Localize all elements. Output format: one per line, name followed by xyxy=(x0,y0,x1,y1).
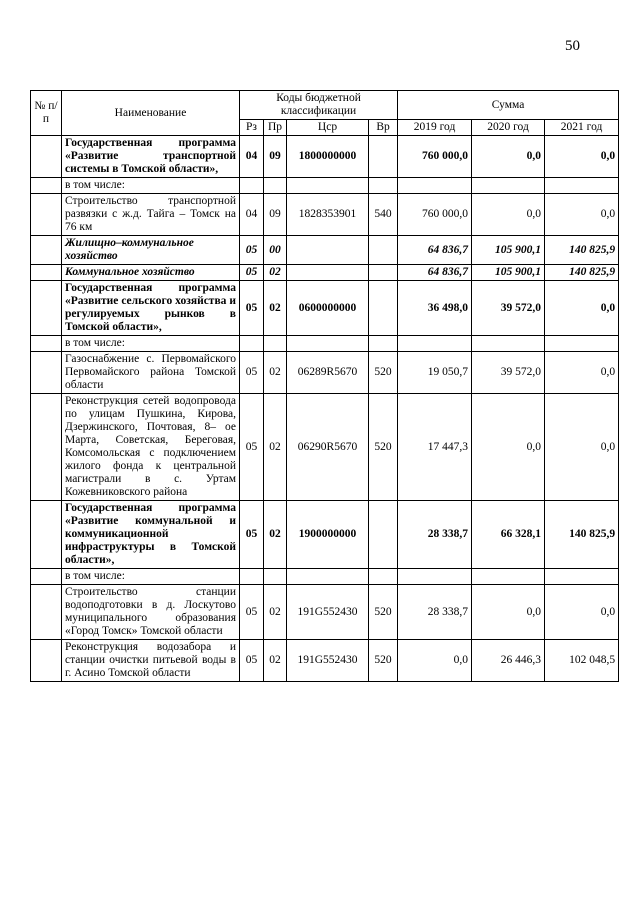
cell-y2021: 0,0 xyxy=(545,352,619,394)
cell-name: Государственная программа «Развитие коммунальной и коммуникационной инфраструктуры в Томской области», xyxy=(62,501,240,569)
cell-y2020: 0,0 xyxy=(472,194,545,236)
cell-name: Строительство транспортной развязки с ж.д. Тайга – Томск на 76 км xyxy=(62,194,240,236)
cell-name: в том числе: xyxy=(62,336,240,352)
header-pr: Пр xyxy=(264,120,287,136)
cell-y2021 xyxy=(545,178,619,194)
cell-name: Коммунальное хозяйство xyxy=(62,265,240,281)
cell-csr: 1800000000 xyxy=(287,136,369,178)
cell-csr: 06289R5670 xyxy=(287,352,369,394)
cell-rz: 05 xyxy=(240,585,264,640)
cell-y2019: 760 000,0 xyxy=(398,136,472,178)
cell-y2021: 0,0 xyxy=(545,281,619,336)
table-row xyxy=(31,281,619,336)
budget-table xyxy=(30,90,619,682)
header-rz: Рз xyxy=(240,120,264,136)
cell-num xyxy=(31,501,62,569)
header-codes: Коды бюджетной классификации xyxy=(240,91,398,120)
cell-rz: 04 xyxy=(240,194,264,236)
cell-y2019: 64 836,7 xyxy=(398,236,472,265)
cell-num xyxy=(31,178,62,194)
cell-name: Государственная программа «Развитие транспортной системы в Томской области», xyxy=(62,136,240,178)
cell-y2021: 140 825,9 xyxy=(545,236,619,265)
cell-y2021: 0,0 xyxy=(545,394,619,501)
cell-y2019 xyxy=(398,336,472,352)
cell-rz: 05 xyxy=(240,501,264,569)
cell-pr xyxy=(264,336,287,352)
cell-y2019: 0,0 xyxy=(398,640,472,682)
cell-name: Строительство станции водоподготовки в д. Лоскутово муниципального образования «Город Томск» Томской области xyxy=(62,585,240,640)
cell-pr: 02 xyxy=(264,640,287,682)
cell-csr: 1900000000 xyxy=(287,501,369,569)
cell-name: Реконструкция сетей водопровода по улицам Пушкина, Кирова, Дзержинского, Почтовая, 8– ое Марта, Советская, Береговая, Комсомольская с подключением жилого фонда к центральной магистрали в с. Уртам Кожевниковского района xyxy=(62,394,240,501)
cell-csr xyxy=(287,236,369,265)
table-row xyxy=(31,640,619,682)
cell-csr: 191G552430 xyxy=(287,640,369,682)
cell-y2020 xyxy=(472,178,545,194)
cell-num xyxy=(31,352,62,394)
cell-csr xyxy=(287,265,369,281)
cell-vr xyxy=(369,336,398,352)
cell-y2020: 105 900,1 xyxy=(472,265,545,281)
cell-rz xyxy=(240,336,264,352)
cell-pr xyxy=(264,569,287,585)
cell-csr: 06290R5670 xyxy=(287,394,369,501)
cell-y2019: 28 338,7 xyxy=(398,585,472,640)
cell-pr: 09 xyxy=(264,194,287,236)
cell-y2021: 0,0 xyxy=(545,585,619,640)
cell-y2019 xyxy=(398,569,472,585)
cell-y2019: 760 000,0 xyxy=(398,194,472,236)
cell-csr: 0600000000 xyxy=(287,281,369,336)
cell-num xyxy=(31,236,62,265)
cell-vr xyxy=(369,178,398,194)
cell-num xyxy=(31,640,62,682)
table-row xyxy=(31,501,619,569)
cell-rz: 05 xyxy=(240,265,264,281)
table-row xyxy=(31,136,619,178)
cell-y2021: 0,0 xyxy=(545,136,619,178)
header-2020: 2020 год xyxy=(472,120,545,136)
table-row xyxy=(31,178,619,194)
cell-pr: 02 xyxy=(264,501,287,569)
header-2021: 2021 год xyxy=(545,120,619,136)
cell-y2021: 102 048,5 xyxy=(545,640,619,682)
cell-name: Газоснабжение с. Первомайского Первомайского района Томской области xyxy=(62,352,240,394)
cell-csr xyxy=(287,178,369,194)
cell-y2021 xyxy=(545,569,619,585)
cell-vr xyxy=(369,265,398,281)
cell-y2019: 36 498,0 xyxy=(398,281,472,336)
table-row xyxy=(31,569,619,585)
cell-num xyxy=(31,281,62,336)
cell-y2020 xyxy=(472,336,545,352)
cell-vr xyxy=(369,236,398,265)
cell-y2019: 64 836,7 xyxy=(398,265,472,281)
cell-csr: 1828353901 xyxy=(287,194,369,236)
table-row xyxy=(31,265,619,281)
cell-pr: 02 xyxy=(264,281,287,336)
cell-vr: 520 xyxy=(369,640,398,682)
cell-rz: 05 xyxy=(240,352,264,394)
cell-y2021: 140 825,9 xyxy=(545,265,619,281)
cell-num xyxy=(31,136,62,178)
cell-vr: 540 xyxy=(369,194,398,236)
cell-name: Государственная программа «Развитие сельского хозяйства и регулируемых рынков в Томской области», xyxy=(62,281,240,336)
cell-pr: 00 xyxy=(264,236,287,265)
table-row xyxy=(31,194,619,236)
cell-name: в том числе: xyxy=(62,569,240,585)
header-2019: 2019 год xyxy=(398,120,472,136)
cell-pr: 02 xyxy=(264,585,287,640)
cell-vr xyxy=(369,281,398,336)
cell-y2021 xyxy=(545,336,619,352)
cell-rz: 05 xyxy=(240,640,264,682)
cell-name: Жилищно–коммунальное хозяйство xyxy=(62,236,240,265)
cell-y2019: 17 447,3 xyxy=(398,394,472,501)
cell-pr: 09 xyxy=(264,136,287,178)
page-number: 50 xyxy=(565,38,580,54)
header-name: Наименование xyxy=(62,91,240,136)
cell-csr xyxy=(287,569,369,585)
cell-vr xyxy=(369,501,398,569)
header-vr: Вр xyxy=(369,120,398,136)
cell-csr: 191G552430 xyxy=(287,585,369,640)
cell-num xyxy=(31,194,62,236)
cell-pr xyxy=(264,178,287,194)
cell-y2019: 19 050,7 xyxy=(398,352,472,394)
cell-num xyxy=(31,585,62,640)
cell-pr: 02 xyxy=(264,394,287,501)
cell-name: в том числе: xyxy=(62,178,240,194)
cell-num xyxy=(31,265,62,281)
table-row xyxy=(31,352,619,394)
cell-num xyxy=(31,336,62,352)
cell-vr: 520 xyxy=(369,585,398,640)
cell-y2020: 39 572,0 xyxy=(472,281,545,336)
cell-y2020 xyxy=(472,569,545,585)
cell-y2019: 28 338,7 xyxy=(398,501,472,569)
cell-vr: 520 xyxy=(369,394,398,501)
cell-y2020: 0,0 xyxy=(472,394,545,501)
cell-num xyxy=(31,569,62,585)
cell-num xyxy=(31,394,62,501)
cell-y2020: 0,0 xyxy=(472,136,545,178)
cell-pr: 02 xyxy=(264,265,287,281)
cell-y2021: 0,0 xyxy=(545,194,619,236)
cell-rz: 05 xyxy=(240,394,264,501)
table-row xyxy=(31,336,619,352)
cell-rz: 05 xyxy=(240,281,264,336)
cell-pr: 02 xyxy=(264,352,287,394)
header-sum: Сумма xyxy=(398,91,619,120)
cell-rz xyxy=(240,178,264,194)
cell-rz xyxy=(240,569,264,585)
cell-name: Реконструкция водозабора и станции очистки питьевой воды в г. Асино Томской области xyxy=(62,640,240,682)
cell-vr xyxy=(369,136,398,178)
header-num: № п/п xyxy=(31,91,62,136)
cell-y2020: 39 572,0 xyxy=(472,352,545,394)
cell-rz: 05 xyxy=(240,236,264,265)
cell-y2019 xyxy=(398,178,472,194)
cell-vr xyxy=(369,569,398,585)
cell-y2021: 140 825,9 xyxy=(545,501,619,569)
cell-y2020: 105 900,1 xyxy=(472,236,545,265)
cell-csr xyxy=(287,336,369,352)
cell-y2020: 0,0 xyxy=(472,585,545,640)
cell-vr: 520 xyxy=(369,352,398,394)
header-csr: Цср xyxy=(287,120,369,136)
cell-rz: 04 xyxy=(240,136,264,178)
cell-y2020: 26 446,3 xyxy=(472,640,545,682)
cell-y2020: 66 328,1 xyxy=(472,501,545,569)
table-row xyxy=(31,236,619,265)
table-row xyxy=(31,585,619,640)
table-row xyxy=(31,394,619,501)
